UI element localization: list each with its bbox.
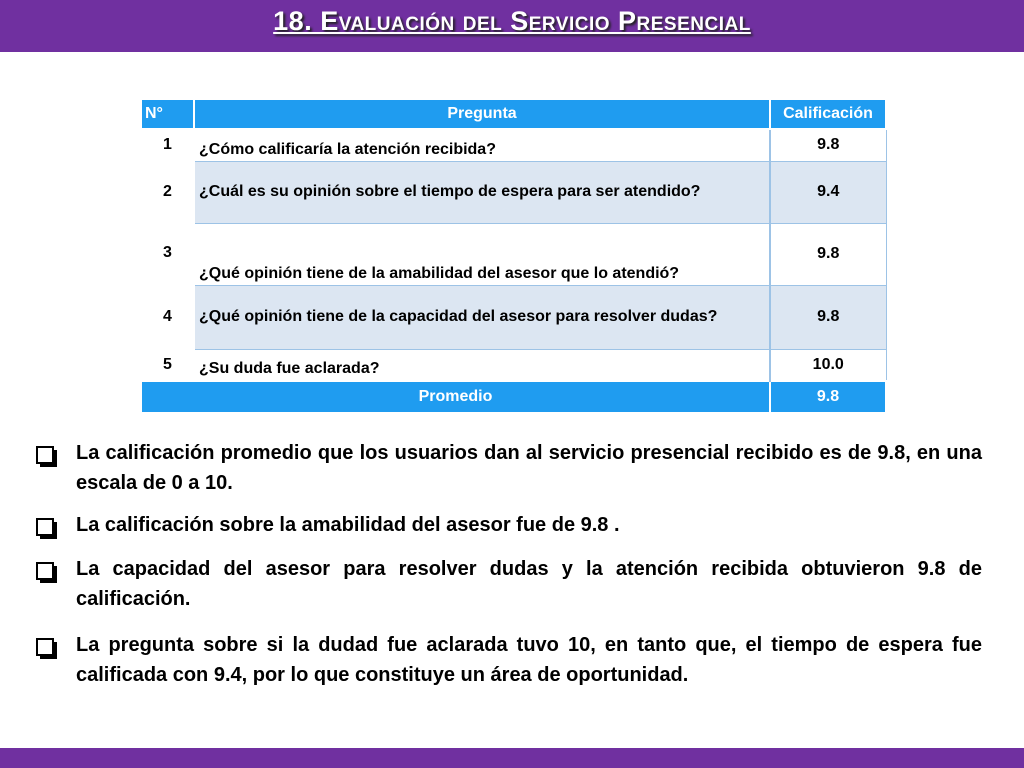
table-row — [141, 161, 886, 223]
evaluation-table — [140, 98, 887, 414]
average-label: Promedio — [141, 381, 770, 413]
bullet-text: La calificación sobre la amabilidad del asesor fue de 9.8 . — [76, 514, 620, 536]
row-score: 9.8 — [770, 223, 886, 285]
checkbox-bullet-icon — [36, 562, 54, 580]
row-score: 9.4 — [770, 161, 886, 223]
row-score: 9.8 — [770, 285, 886, 349]
table-row — [141, 129, 886, 161]
row-number: 4 — [141, 285, 194, 349]
row-number: 5 — [141, 349, 194, 381]
row-question: ¿Qué opinión tiene de la capacidad del asesor para resolver dudas? — [194, 285, 770, 349]
checkbox-bullet-icon — [36, 446, 54, 464]
page-title: 18. Evaluación del Servicio Presencial — [273, 6, 751, 36]
header-number: N° — [141, 99, 194, 129]
row-question: ¿Qué opinión tiene de la amabilidad del asesor que lo atendió? — [194, 223, 770, 285]
bullet-item — [36, 438, 982, 498]
bullet-item — [36, 554, 982, 614]
bullet-item — [36, 510, 982, 540]
row-question: ¿Su duda fue aclarada? — [194, 349, 770, 381]
checkbox-bullet-icon — [36, 518, 54, 536]
average-value: 9.8 — [770, 381, 886, 413]
header-score: Calificación — [770, 99, 886, 129]
table-row — [141, 285, 886, 349]
row-question: ¿Cómo calificaría la atención recibida? — [194, 129, 770, 161]
average-row — [141, 381, 886, 413]
checkbox-bullet-icon — [36, 638, 54, 656]
bullet-item — [36, 630, 982, 690]
bullet-text: La pregunta sobre si la dudad fue aclarada tuvo 10, en tanto que, el tiempo de espera fue calificada con 9.4, por lo que constituye un área de oportunidad. — [76, 634, 982, 686]
bullet-text: La calificación promedio que los usuarios dan al servicio presencial recibido es de 9.8, en una escala de 0 a 10. — [76, 442, 982, 494]
header-question: Pregunta — [194, 99, 770, 129]
table-row — [141, 349, 886, 381]
row-question: ¿Cuál es su opinión sobre el tiempo de espera para ser atendido? — [194, 161, 770, 223]
table-row — [141, 223, 886, 285]
bottom-bar — [0, 748, 1024, 768]
row-number: 3 — [141, 223, 194, 285]
row-score: 10.0 — [770, 349, 886, 381]
bullet-list — [36, 438, 982, 702]
evaluation-table-container — [140, 98, 885, 416]
bullet-text: La capacidad del asesor para resolver dudas y la atención recibida obtuvieron 9.8 de calificación. — [76, 558, 982, 610]
row-score: 9.8 — [770, 129, 886, 161]
row-number: 2 — [141, 161, 194, 223]
table-header-row — [141, 99, 886, 129]
row-number: 1 — [141, 129, 194, 161]
